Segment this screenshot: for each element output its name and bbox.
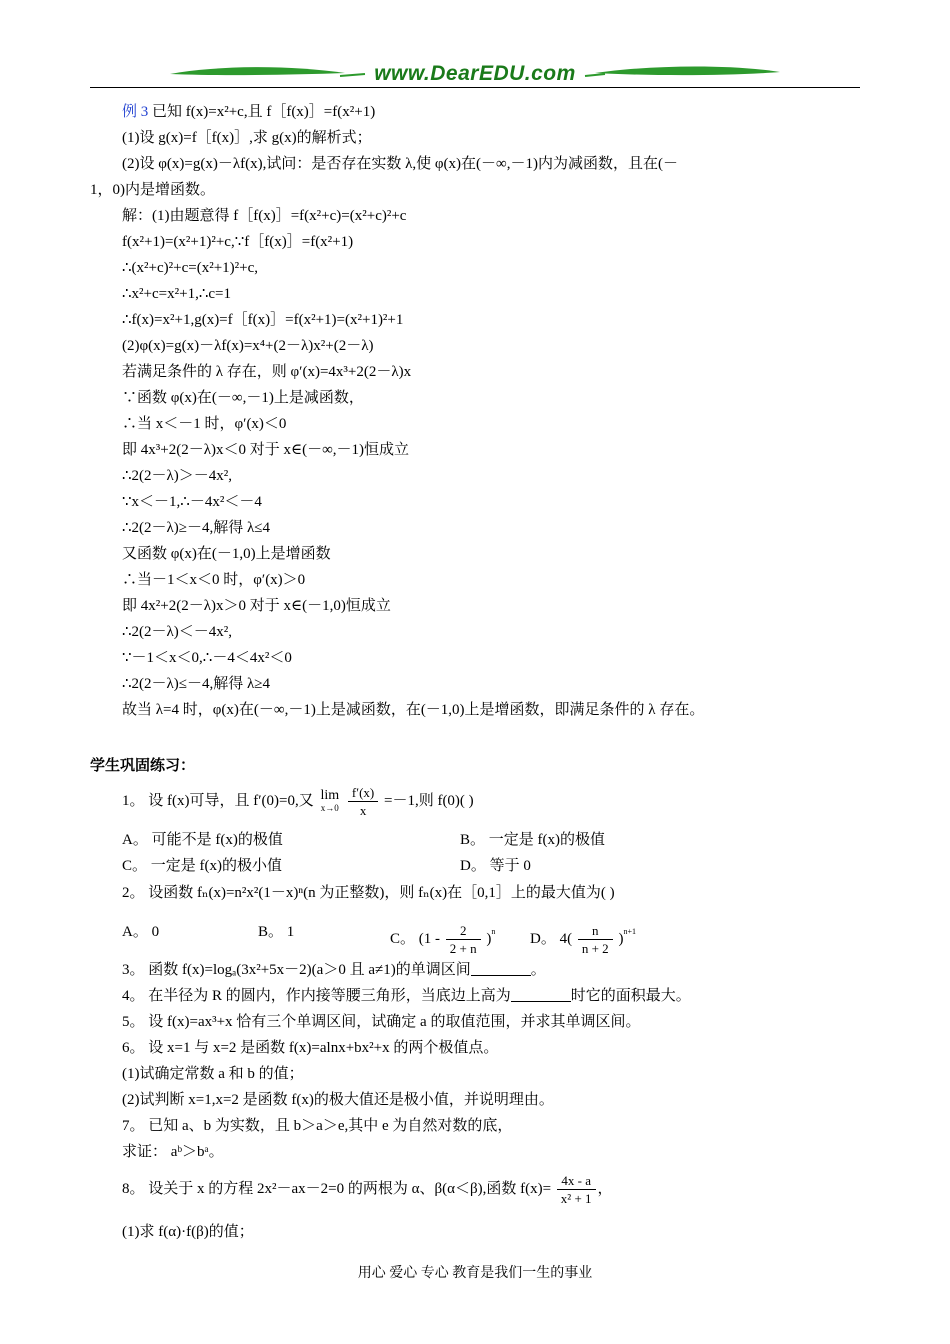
option-2c-exponent: n <box>491 927 496 936</box>
example-line: ∴x²+c=x²+1,∴c=1 <box>122 286 231 302</box>
fraction-denominator: x <box>359 803 367 819</box>
example-line: ∵函数 φ(x)在(－∞,－1)上是减函数， <box>122 390 364 406</box>
limit-subscript: x→0 <box>320 802 339 813</box>
option-2d <box>530 912 636 959</box>
question-8-text: 8。 设关于 x 的方程 2x²－ax－2=0 的两根为 α、β(α＜β),函数 f(x)= <box>122 1181 552 1197</box>
option-2c-label: C。 <box>390 931 416 947</box>
example-line: ∴2(2－λ)＜－4x², <box>122 624 233 640</box>
limit-word: lim <box>320 787 340 803</box>
example-title-line <box>122 102 375 122</box>
option-2c-post: ) <box>486 931 492 947</box>
fraction <box>348 784 378 819</box>
site-logo: www.DearEDU.com <box>374 62 576 85</box>
answer-blank <box>471 961 531 976</box>
fraction-numerator: f′(x) <box>348 784 378 802</box>
option-2a: A。 0 <box>122 924 160 940</box>
question-4-end: 时它的面积最大。 <box>570 988 691 1004</box>
fraction <box>446 922 481 957</box>
site-header-banner <box>90 60 860 90</box>
answer-blank <box>511 987 571 1002</box>
fraction-denominator: x² + 1 <box>560 1191 592 1207</box>
example-line: ∴f(x)=x²+1,g(x)=f［f(x)］=f(x²+1)=(x²+1)²+1 <box>122 312 404 328</box>
header-divider <box>90 87 860 88</box>
option-1d: D。 等于 0 <box>460 858 531 874</box>
fraction-numerator: 4x - a <box>557 1172 596 1190</box>
question-3 <box>122 960 546 980</box>
option-2d-post: ) <box>618 931 624 947</box>
question-1 <box>122 782 474 820</box>
example-line: 即 4x³+2(2－λ)x＜0 对于 x∈(－∞,－1)恒成立 <box>122 442 410 458</box>
example-line: f(x²+1)=(x²+1)²+c,∵f［f(x)］=f(x²+1) <box>122 234 354 250</box>
option-2c-pre: (1 - <box>418 931 441 947</box>
question-6: 6。 设 x=1 与 x=2 是函数 f(x)=alnx+bx²+x 的两个极值点。 <box>122 1040 499 1056</box>
example-line: 解：(1)由题意得 f［f(x)］=f(x²+c)=(x²+c)²+c <box>122 208 407 224</box>
example-line: 故当 λ=4 时，φ(x)在(－∞,－1)上是减函数，在(－1,0)上是增函数，即满足条件的 λ 存在。 <box>122 702 705 718</box>
fraction <box>557 1172 596 1207</box>
example-line: (2)设 φ(x)=g(x)－λf(x),试问：是否存在实数 λ,使 φ(x)在(－∞,－1)内为减函数，且在(－ <box>122 156 678 172</box>
example-line: 又函数 φ(x)在(－1,0)上是增函数 <box>122 546 331 562</box>
example-line: ∴2(2－λ)＞－4x², <box>122 468 233 484</box>
option-1b: B。 一定是 f(x)的极值 <box>460 832 605 848</box>
fraction-numerator: n <box>578 922 613 940</box>
option-2c <box>390 912 495 959</box>
page-footer: 用心 爱心 专心 教育是我们一生的事业 <box>357 1266 593 1281</box>
example-line: (1)设 g(x)=f［f(x)］,求 g(x)的解析式； <box>122 130 372 146</box>
option-2d-exponent: n+1 <box>623 927 636 936</box>
question-3-text: 3。 函数 f(x)=logₐ(3x²+5x－2)(a＞0 且 a≠1)的单调区间 <box>122 962 471 978</box>
example-line: ∴(x²+c)²+c=(x²+1)²+c, <box>122 260 259 276</box>
fraction-denominator: 2 + n <box>449 941 477 957</box>
question-7: 7。 已知 a、b 为实数，且 b＞a＞e,其中 e 为自然对数的底， <box>122 1118 513 1134</box>
question-7-proof: 求证： aᵇ＞bᵃ。 <box>122 1144 224 1160</box>
example-line: 已知 f(x)=x²+c,且 f［f(x)］=f(x²+1) <box>152 104 376 120</box>
question-6-part-1: (1)试确定常数 a 和 b 的值； <box>122 1066 304 1082</box>
question-8-end: ， <box>597 1181 613 1197</box>
option-2d-pre: 4( <box>559 931 573 947</box>
option-1a: A。 可能不是 f(x)的极值 <box>122 832 283 848</box>
example-line: ∴2(2－λ)≥－4,解得 λ≤4 <box>122 520 271 536</box>
question-6-part-2: (2)试判断 x=1,x=2 是函数 f(x)的极大值还是极小值，并说明理由。 <box>122 1092 554 1108</box>
question-1-suffix: =－1,则 f(0)( ) <box>383 793 474 809</box>
example-line: 若满足条件的 λ 存在，则 φ′(x)=4x³+2(2－λ)x <box>122 364 412 380</box>
example-line: ∴当－1＜x＜0 时，φ′(x)＞0 <box>122 572 306 588</box>
fraction-denominator: n + 2 <box>581 941 609 957</box>
question-8-part-1: (1)求 f(α)·f(β)的值； <box>122 1224 254 1240</box>
example-line: ∴当 x＜－1 时，φ′(x)＜0 <box>122 416 287 432</box>
fraction <box>578 922 613 957</box>
example-label: 例 3 <box>122 104 149 120</box>
question-1-prefix: 1。 设 f(x)可导，且 f′(0)=0,又 <box>122 793 314 809</box>
question-4-text: 4。 在半径为 R 的圆内，作内接等腰三角形，当底边上高为 <box>122 988 511 1004</box>
question-4 <box>122 986 691 1006</box>
example-line: 即 4x²+2(2－λ)x＞0 对于 x∈(－1,0)恒成立 <box>122 598 391 614</box>
practice-section-title: 学生巩固练习： <box>90 756 196 774</box>
question-2: 2。 设函数 fₙ(x)=n²x²(1－x)ⁿ(n 为正整数)，则 fₙ(x)在［0,1］上的最大值为( ) <box>122 885 615 901</box>
example-line: ∴2(2－λ)≤－4,解得 λ≥4 <box>122 676 271 692</box>
question-8 <box>122 1168 613 1210</box>
example-line: 1，0)内是增函数。 <box>90 182 215 198</box>
example-line: ∵x＜－1,∴－4x²＜－4 <box>122 494 262 510</box>
question-3-end: 。 <box>530 962 546 978</box>
example-line: ∵－1＜x＜0,∴－4＜4x²＜0 <box>122 650 292 666</box>
question-5: 5。 设 f(x)=ax³+x 恰有三个单调区间，试确定 a 的取值范围，并求其单调区间。 <box>122 1014 641 1030</box>
option-2b: B。 1 <box>258 924 295 940</box>
example-line: (2)φ(x)=g(x)－λf(x)=x⁴+(2－λ)x²+(2－λ) <box>122 338 374 354</box>
fraction-numerator: 2 <box>446 922 481 940</box>
limit-expression <box>320 789 339 815</box>
option-2d-label: D。 <box>530 931 556 947</box>
option-1c: C。 一定是 f(x)的极小值 <box>122 858 282 874</box>
